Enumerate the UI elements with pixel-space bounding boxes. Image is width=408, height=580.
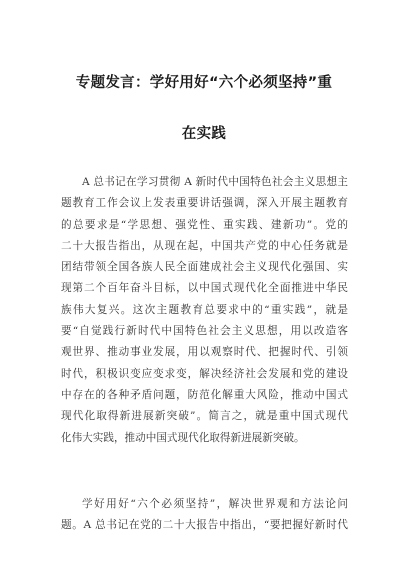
paragraph-line: 题教育工作会议上发表重要讲话强调，深入开展主题教育 [61,197,348,210]
paragraph-line: 要“自觉践行新时代中国特色社会主义思想，用以改造客 [61,325,348,338]
paragraph-line: 的总要求是“学思想、强党性、重实践、建新功”。党的 [61,218,348,231]
paragraph-line: A 总书记在学习贯彻 A 新时代中国特色社会主义思想主 [82,176,348,188]
paragraph-line: 团结带领全国各族人民全面建成社会主义现代化强国、实 [61,261,348,274]
paragraph-line: 二十大报告指出，从现在起，中国共产党的中心任务就是 [61,239,348,252]
paragraph-line: 现代化取得新进展新突破”。简言之，就是重中国式现代 [61,410,348,423]
paragraph-line: 现第二个百年奋斗目标，以中国式现代化全面推进中华民 [61,282,348,295]
paragraph-line: 观世界、推动事业发展，用以观察时代、把握时代、引领 [61,346,348,359]
paragraph-line: 时代，积极识变应变求变，解决经济社会发展和党的建设 [61,367,348,380]
paragraph-line: 族伟大复兴。这次主题教育总要求中的“重实践”，就是 [61,303,348,316]
document-title-line-1: 专题发言：学好用好“六个必须坚持”重 [75,75,333,91]
paragraph-1 [61,172,348,449]
paragraph-line: 学好用好“六个必须坚持”，解决世界观和方法论问 [82,498,348,510]
document-title-line-2: 在实践 [181,126,227,142]
paragraph-2 [61,494,348,537]
paragraph-line: 化伟大实践，推动中国式现代化取得新进展新突破。 [61,431,305,444]
paragraph-line: 中存在的各种矛盾问题，防范化解重大风险，推动中国式 [61,388,348,401]
paragraph-line: 题。A 总书记在党的二十大报告中指出，“要把握好新时代 [61,519,348,532]
